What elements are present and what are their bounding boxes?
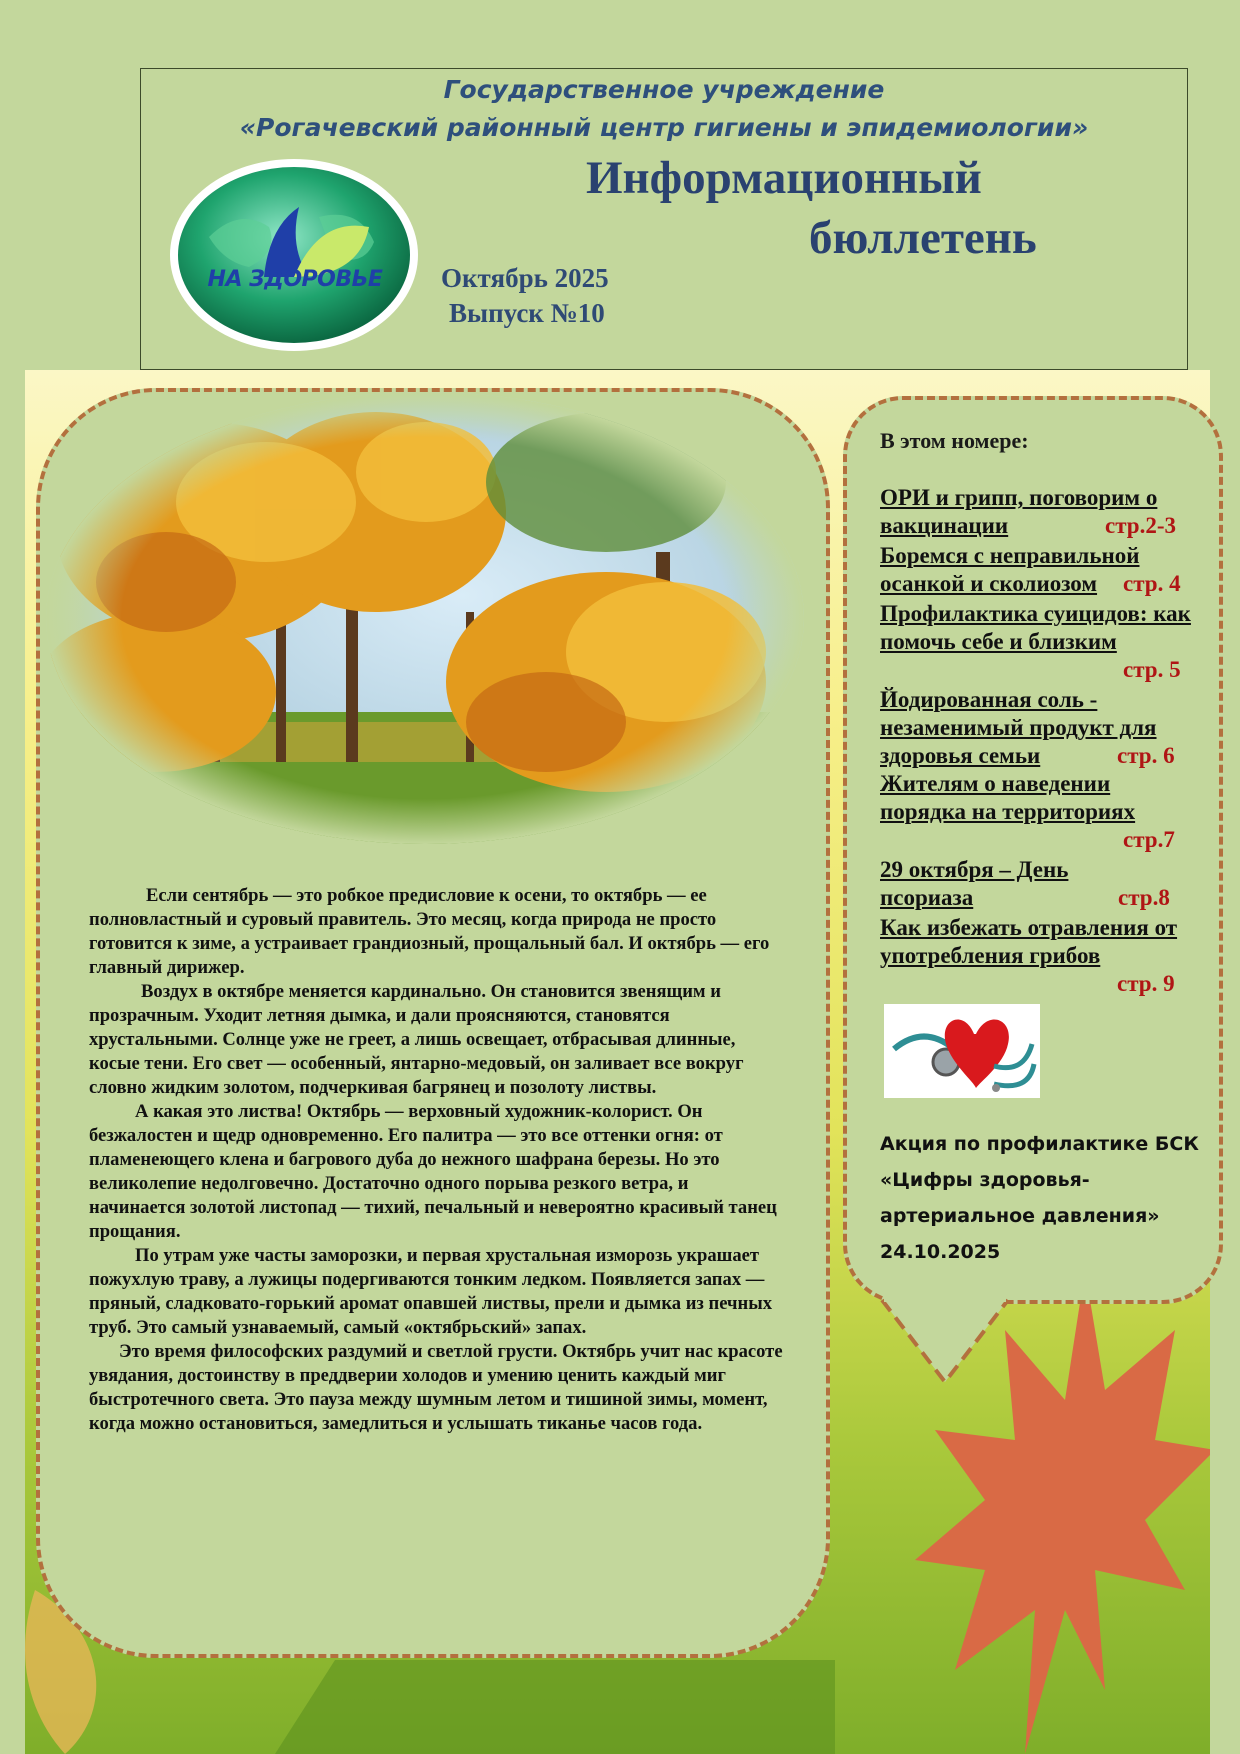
toc-title[interactable]: Йодированная соль - незаменимый продукт для здоровья семьи	[880, 687, 1157, 768]
toc-item-psoriasis-day[interactable]	[880, 856, 1170, 912]
toc-page: стр.8	[1118, 885, 1170, 910]
toc-title[interactable]: Жителям о наведении порядка на территориях	[880, 771, 1136, 824]
promo-announcement	[880, 1126, 1200, 1270]
toc-title[interactable]: Профилактика суицидов: как помочь себе и близким	[880, 601, 1191, 654]
globe-logo-icon	[169, 157, 419, 353]
toc-item-mushroom-poisoning[interactable]	[880, 914, 1180, 996]
promo-line: Акция по профилактике БСК	[880, 1133, 1199, 1155]
toc-title[interactable]: 29 октября – День псориаза	[880, 857, 1069, 910]
toc-page: стр. 5	[1123, 657, 1181, 682]
toc-page: стр.7	[1123, 827, 1175, 852]
issue-date: Октябрь 2025	[441, 263, 609, 293]
article-paragraph: По утрам уже часты заморозки, и первая хрустальная изморозь украшает пожухлую траву, а лужицы подергиваются тонким ледком. Появляется запах — пряный, сладковато-горький аромат опавшей листвы, прели и дымка из печных труб. Это самый узнаваемый, самый «октябрьский» запах.	[89, 1245, 773, 1338]
article-paragraph: Воздух в октябре меняется кардинально. Он становится звенящим и прозрачным. Уходит летняя дымка, и дали проясняются, становятся хрустальными. Солнце уже не греет, а лишь освещает, отбрасывая длинные, косые тени. Его свет — особенный, янтарно-медовый, он заливает все вокруг словно жидким золотом, подчеркивая багрянец и позолоту листвы.	[89, 981, 744, 1098]
organization-type: Государственное учреждение	[443, 75, 885, 104]
toc-page: стр. 6	[1117, 743, 1175, 768]
promo-line: артериальное давления»	[880, 1205, 1160, 1227]
autumn-forest-photo	[46, 392, 804, 844]
article-paragraph: Если сентябрь — это робкое предисловие к осени, то октябрь — ее полновластный и суровый правитель. Это месяц, когда природа не просто готовится к зиме, а устраивает грандиозный, прощальный бал. И октябрь — его главный дирижер.	[89, 885, 770, 978]
issue-number: Выпуск №10	[449, 298, 605, 328]
promo-line: 24.10.2025	[880, 1241, 1001, 1263]
toc-page: стр. 4	[1123, 571, 1181, 596]
toc-item-iodized-salt[interactable]	[880, 686, 1190, 770]
organization-name: «Рогачевский районный центр гигиены и эпидемиологии»	[239, 113, 1089, 142]
callout-tail	[880, 1296, 1010, 1386]
toc-title[interactable]: ОРИ и грипп, поговорим о вакцинации	[880, 485, 1158, 538]
toc-title[interactable]: Боремся с неправильной осанкой и сколиозом	[880, 543, 1140, 596]
article-paragraph: А какая это листва! Октябрь — верховный художник-колорист. Он безжалостен и щедр одновременно. Его палитра — это все оттенки огня: от пламенеющего клена и багрового дуба до нежного шафрана березы. Но это великолепие недолговечно. Достаточно одного порыва резкого ветра, и начинается золотой листопад — тихий, печальный и невероятно красивый танец прощания.	[89, 1101, 777, 1242]
toc-item-vaccination[interactable]	[880, 484, 1185, 540]
promo-line: «Цифры здоровья-	[880, 1169, 1090, 1191]
heart-stethoscope-icon	[884, 1004, 1040, 1098]
logo-text: НА ЗДОРОВЬЕ	[207, 267, 383, 292]
article-body	[89, 884, 784, 1436]
toc-page: стр.2-3	[1105, 513, 1176, 538]
toc-item-posture[interactable]	[880, 542, 1185, 598]
bulletin-title-line-2: бюллетень	[809, 212, 1037, 264]
header-box	[140, 68, 1188, 370]
toc-item-suicide-prevention[interactable]	[880, 600, 1200, 682]
toc-page: стр. 9	[1117, 971, 1175, 996]
article-paragraph: Это время философских раздумий и светлой грусти. Октябрь учит нас красоте увядания, достоинству в преддверии холодов и умению ценить каждый миг быстротечного света. Это пауза между шумным летом и тишиной зимы, момент, когда можно остановиться, замедлиться и услышать тиканье часов года.	[89, 1341, 783, 1434]
toc-item-territory-order[interactable]	[880, 770, 1175, 852]
toc-title[interactable]: Как избежать отравления от употребления грибов	[880, 915, 1178, 968]
bulletin-title-line-1: Информационный	[586, 152, 982, 204]
contents-heading: В этом номере:	[880, 428, 1029, 453]
